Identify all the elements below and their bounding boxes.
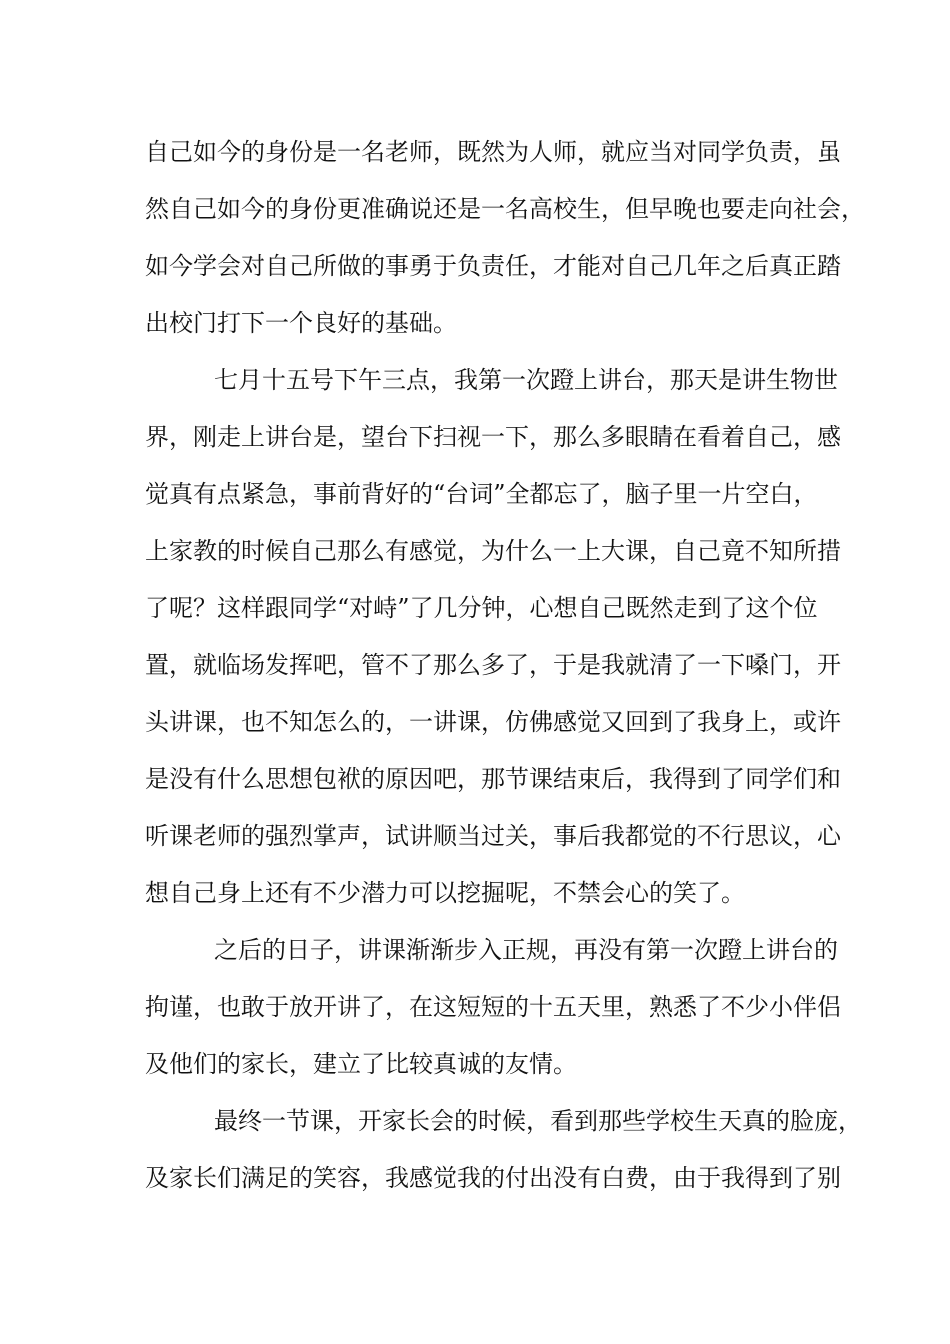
text-line: 拘谨，也敢于放开讲了，在这短短的十五天里，熟悉了不少小伴侣 [145,993,841,1021]
paragraph-first-line: 七月十五号下午三点，我第一次蹬上讲台，那天是讲生物世 [214,366,838,394]
text-line: 头讲课，也不知怎么的，一讲课，仿佛感觉又回到了我身上，或许 [145,708,841,736]
paragraph-first-line: 最终一节课，开家长会的时候，看到那些学校生天真的脸庞， [214,1107,862,1135]
text-line: 然自己如今的身份更准确说还是一名高校生，但早晚也要走向社会， [145,195,865,223]
text-line: 想自己身上还有不少潜力可以挖掘呢，不禁会心的笑了。 [145,879,745,907]
text-line: 及他们的家长，建立了比较真诚的友情。 [145,1050,577,1078]
text-line: 如今学会对自己所做的事勇于负责任，才能对自己几年之后真正踏 [145,252,841,280]
text-line: 是没有什么思想包袱的原因吧，那节课结束后，我得到了同学们和 [145,765,841,793]
text-line: 置，就临场发挥吧，管不了那么多了，于是我就清了一下嗓门，开 [145,651,841,679]
text-line: 界，刚走上讲台是，望台下扫视一下，那么多眼睛在看着自己，感 [145,423,841,451]
text-line: 自己如今的身份是一名老师，既然为人师，就应当对同学负责，虽 [145,138,841,166]
text-line: 听课老师的强烈掌声，试讲顺当过关，事后我都觉的不行思议，心 [145,822,841,850]
text-line: 了呢？这样跟同学“对峙”了几分钟，心想自己既然走到了这个位 [145,594,818,622]
text-line: 及家长们满足的笑容，我感觉我的付出没有白费，由于我得到了别 [145,1164,841,1192]
text-line: 觉真有点紧急，事前背好的“台词”全都忘了，脑子里一片空白， [145,480,818,508]
text-line: 上家教的时候自己那么有感觉，为什么一上大课，自己竟不知所措 [145,537,841,565]
paragraph-first-line: 之后的日子，讲课渐渐步入正规，再没有第一次蹬上讲台的 [214,936,838,964]
text-line: 出校门打下一个良好的基础。 [145,309,457,337]
